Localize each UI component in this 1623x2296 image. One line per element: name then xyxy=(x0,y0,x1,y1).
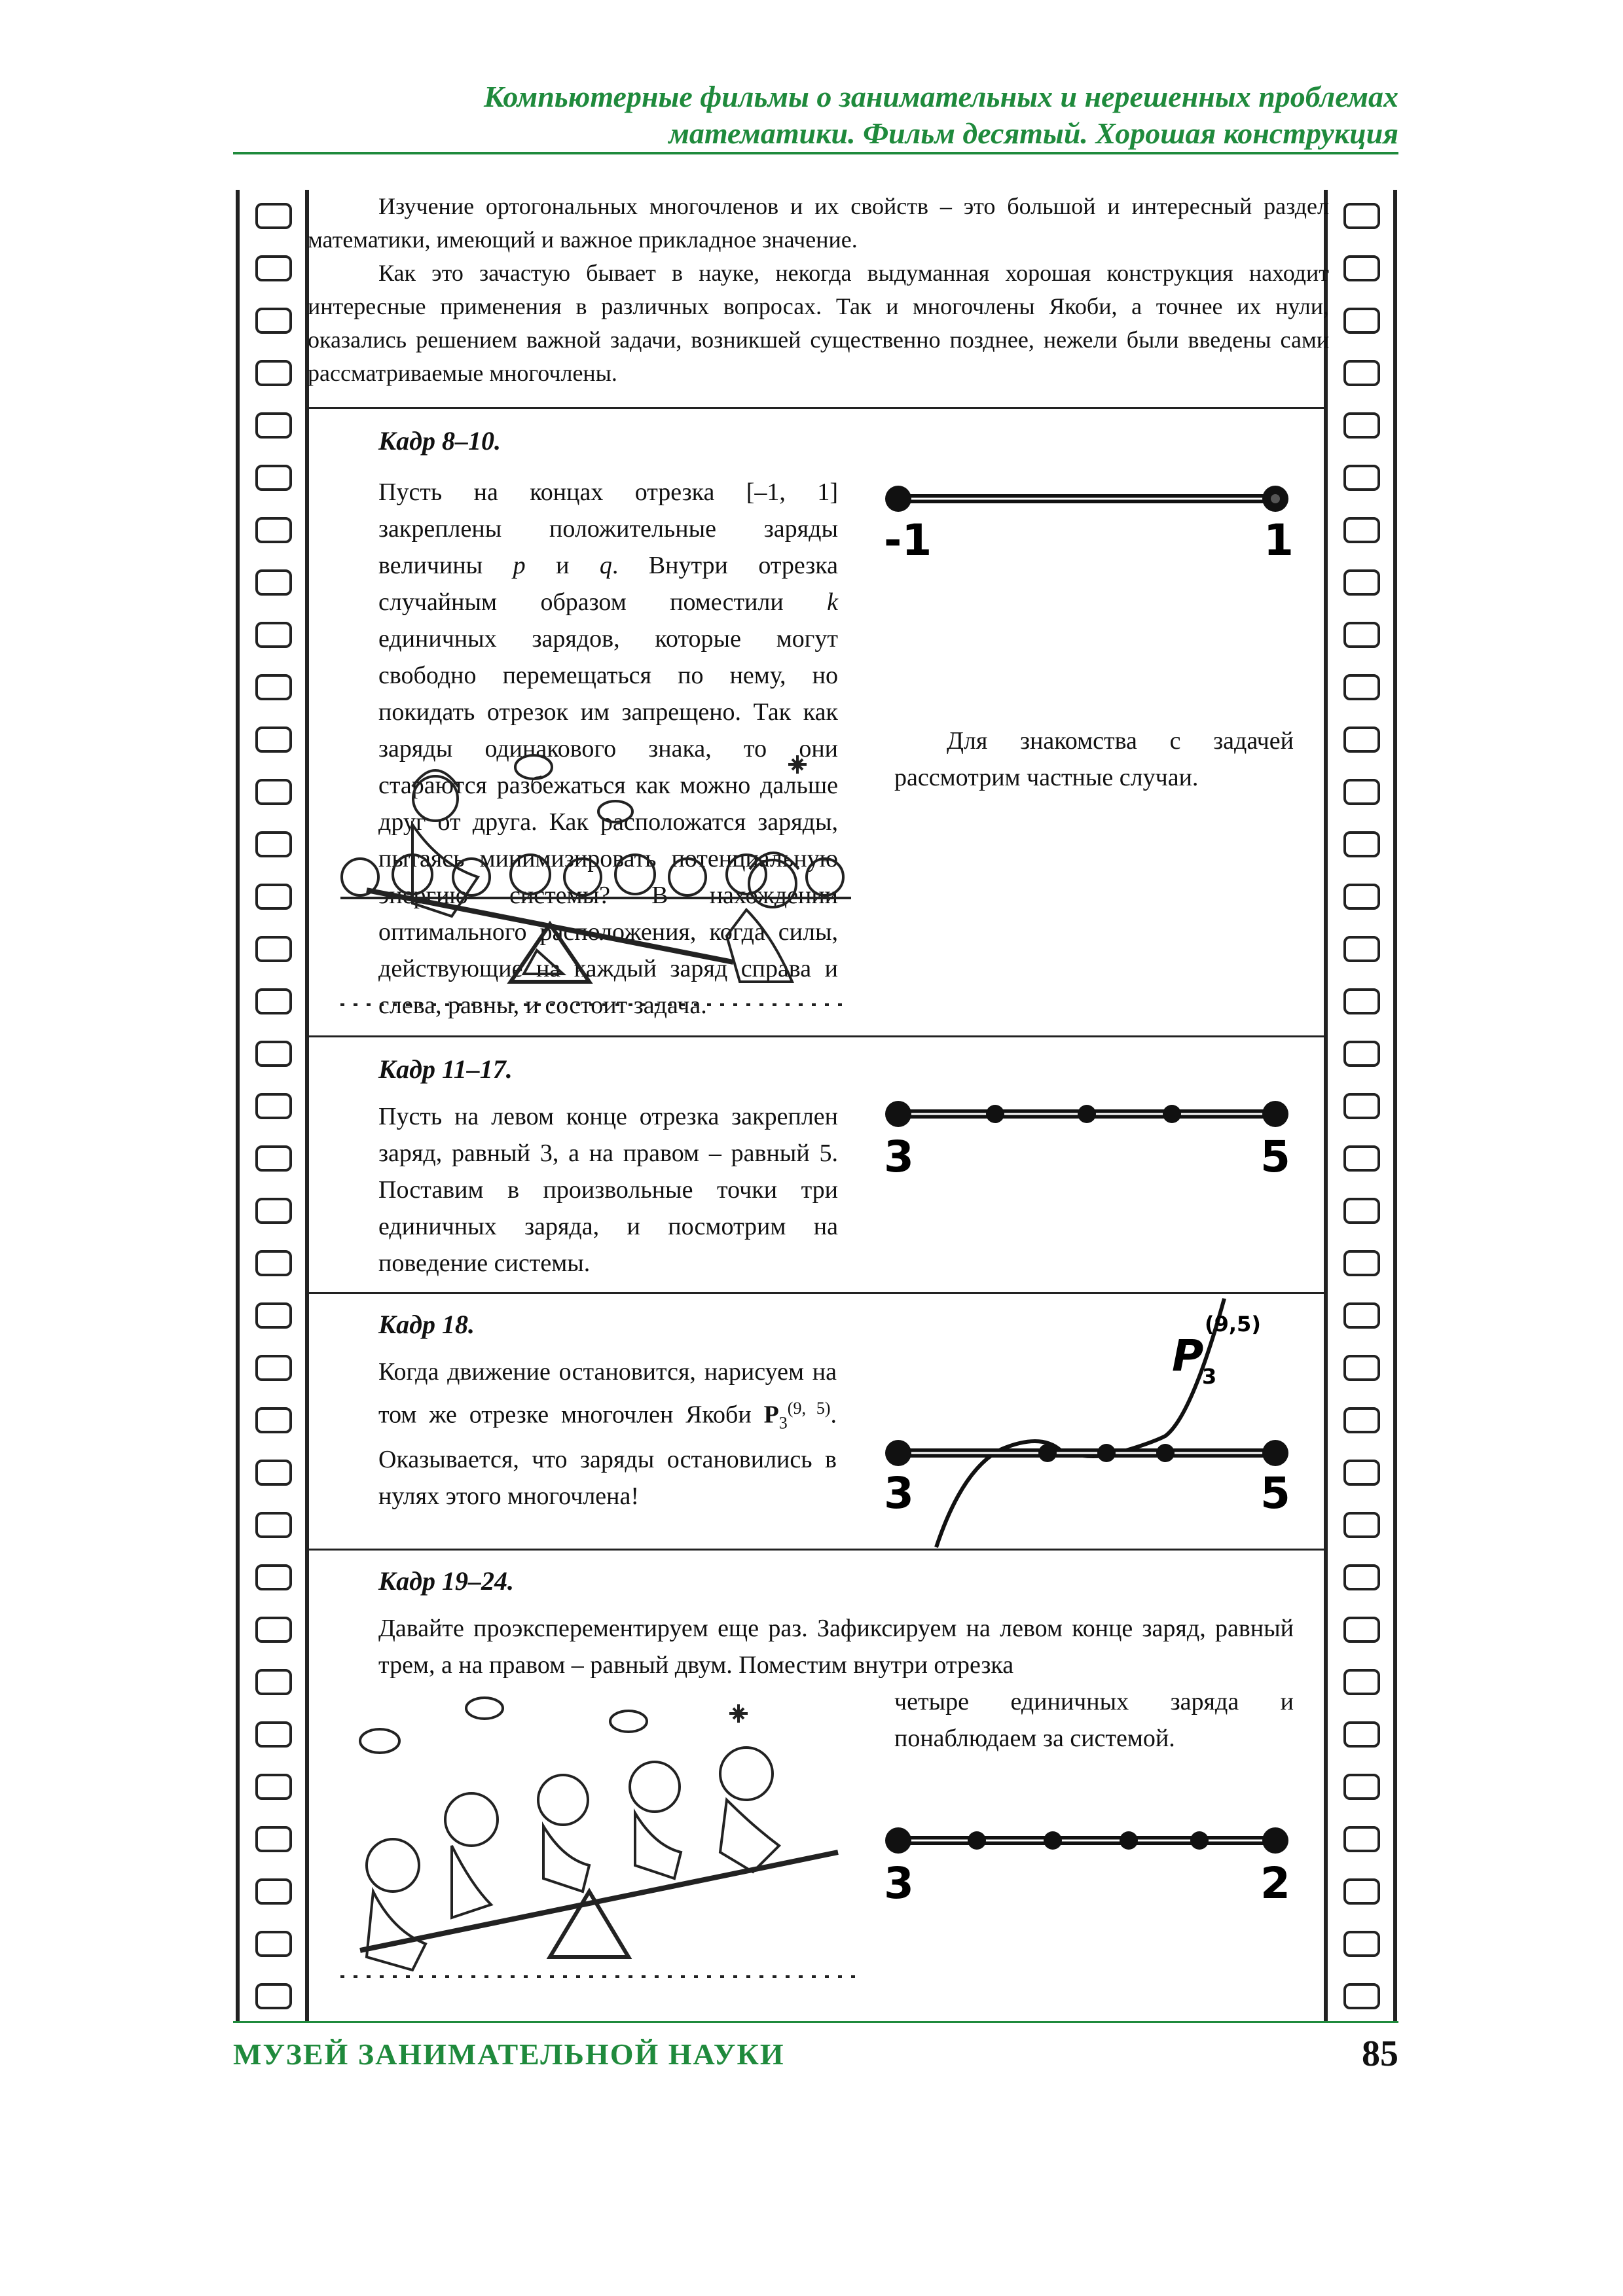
film-sprocket-hole xyxy=(255,412,292,439)
unit-charge xyxy=(1163,1105,1181,1123)
label-right: 1 xyxy=(1264,515,1294,565)
film-sprocket-hole xyxy=(1343,1878,1380,1905)
unit-charge xyxy=(986,1105,1004,1123)
film-sprocket-hole xyxy=(1343,1145,1380,1172)
film-sprocket-hole xyxy=(1343,622,1380,648)
film-sprocket-hole xyxy=(255,726,292,753)
frame1-text-c: единичных зарядов, которые могут свободно перемещаться по нему, но покидать отрезок им запрещено. Так как заряды одинакового знака, то они стараются разбежаться как можно дальше друг от друга. Как расположатся заряды, пытаясь минимизировать потенциальную энергию системы? В нахождении оптимального расположения, когда силы, действующие на каждый заряд справа и слева, равны, и состоит задача. xyxy=(378,625,838,1019)
film-sprocket-hole xyxy=(255,674,292,700)
frame1-text-a: Пусть на концах отрезка [–1, 1] закреплены положительные заряды величины xyxy=(378,478,838,579)
film-sprocket-hole xyxy=(1343,1931,1380,1957)
unit-charge xyxy=(1097,1444,1116,1462)
segment-diagram-3-2-four-charges xyxy=(884,1813,1290,1918)
fixed-charge-right xyxy=(1262,1827,1288,1854)
film-sprocket-hole xyxy=(1343,1407,1380,1433)
fixed-charge-left xyxy=(885,486,911,512)
frame3-text xyxy=(378,1354,837,1515)
frame1-text-b: . Внутри отрезка случайным образом поместили xyxy=(378,552,838,616)
film-sprocket-hole xyxy=(1343,360,1380,386)
film-sprocket-hole xyxy=(1343,1826,1380,1852)
frame-title-11-17: Кадр 11–17. xyxy=(378,1054,513,1084)
label-left: 3 xyxy=(884,1858,914,1909)
poly-superscript: (9, 5) xyxy=(787,1399,831,1418)
graph-superscript: (9,5) xyxy=(1205,1312,1261,1336)
var-p: p xyxy=(513,552,526,579)
film-sprocket-hole xyxy=(255,255,292,281)
film-sprocket-hole xyxy=(1343,517,1380,543)
unit-charge xyxy=(1156,1444,1175,1462)
film-sprocket-hole xyxy=(255,1512,292,1538)
film-rail xyxy=(1324,190,1328,2022)
film-sprocket-hole xyxy=(255,988,292,1014)
label-left: 3 xyxy=(884,1468,914,1518)
fixed-charge-right xyxy=(1262,1101,1288,1127)
film-sprocket-hole xyxy=(1343,936,1380,962)
film-sprocket-hole xyxy=(1343,831,1380,857)
film-sprocket-hole xyxy=(255,1774,292,1800)
page-number: 85 xyxy=(1362,2034,1398,2074)
film-sprocket-hole xyxy=(1343,412,1380,439)
header-line-1: Компьютерные фильмы о занимательных и нерешенных проблемах xyxy=(483,80,1398,113)
film-sprocket-hole xyxy=(1343,1250,1380,1276)
label-right: 2 xyxy=(1260,1858,1290,1909)
film-sprocket-hole xyxy=(255,622,292,648)
film-sprocket-hole xyxy=(1343,1198,1380,1224)
film-sprocket-hole xyxy=(1343,569,1380,596)
label-right: 5 xyxy=(1260,1468,1290,1518)
frame-title-18: Кадр 18. xyxy=(378,1310,475,1339)
film-sprocket-hole xyxy=(1343,1721,1380,1748)
film-sprocket-hole xyxy=(255,1460,292,1486)
film-sprocket-hole xyxy=(255,517,292,543)
unit-charge xyxy=(968,1831,986,1850)
film-sprocket-hole xyxy=(255,1041,292,1067)
film-sprocket-hole xyxy=(1343,1512,1380,1538)
seesaw-cartoon-group xyxy=(340,1689,858,1993)
graph-subscript: 3 xyxy=(1202,1364,1217,1389)
film-sprocket-hole xyxy=(1343,674,1380,700)
conj-and: и xyxy=(525,552,600,579)
film-sprocket-hole xyxy=(1343,779,1380,805)
film-sprocket-hole xyxy=(1343,884,1380,910)
poly-subscript: 3 xyxy=(778,1413,788,1433)
label-left: -1 xyxy=(884,515,932,565)
film-sprocket-hole xyxy=(255,569,292,596)
film-sprocket-hole xyxy=(1343,308,1380,334)
film-sprocket-hole xyxy=(1343,988,1380,1014)
film-sprocket-hole xyxy=(255,779,292,805)
unit-charge xyxy=(1038,1444,1057,1462)
film-strip-left xyxy=(233,190,312,2022)
frame-title-19-24: Кадр 19–24. xyxy=(378,1566,514,1596)
film-sprocket-hole xyxy=(255,1669,292,1695)
intro-section xyxy=(308,190,1329,390)
film-sprocket-hole xyxy=(255,884,292,910)
frame4-text-b: четыре единичных заряда и понаблюдаем за системой. xyxy=(894,1688,1294,1752)
section-divider xyxy=(308,407,1326,409)
film-sprocket-hole xyxy=(255,1093,292,1119)
segment-diagram-minus1-1 xyxy=(884,471,1294,565)
film-sprocket-hole xyxy=(255,1983,292,2009)
label-left: 3 xyxy=(884,1132,914,1182)
film-rail xyxy=(1393,190,1397,2022)
film-sprocket-hole xyxy=(1343,255,1380,281)
film-sprocket-hole xyxy=(1343,203,1380,229)
jacobi-polynomial-symbol: P xyxy=(763,1401,779,1429)
film-sprocket-hole xyxy=(1343,1302,1380,1329)
intro-paragraph-1: Изучение ортогональных многочленов и их свойств – это большой и интересный раздел математики, имеющий и важное прикладное значение. xyxy=(308,193,1329,253)
film-sprocket-hole xyxy=(1343,1774,1380,1800)
footer-rule xyxy=(233,2021,1398,2023)
film-sprocket-hole xyxy=(255,1826,292,1852)
film-strip-right xyxy=(1321,190,1400,2022)
unit-charge xyxy=(1044,1831,1062,1850)
film-sprocket-hole xyxy=(255,1564,292,1590)
film-sprocket-hole xyxy=(255,1198,292,1224)
film-sprocket-hole xyxy=(255,360,292,386)
film-sprocket-hole xyxy=(1343,1564,1380,1590)
film-sprocket-hole xyxy=(255,308,292,334)
film-sprocket-hole xyxy=(1343,1617,1380,1643)
fixed-charge-left xyxy=(885,1827,911,1854)
film-sprocket-hole xyxy=(255,1931,292,1957)
unit-charge xyxy=(1190,1831,1209,1850)
film-sprocket-hole xyxy=(255,1407,292,1433)
film-sprocket-hole xyxy=(255,1250,292,1276)
frame1-text-d: Для знакомства с задачей рассмотрим частные случаи. xyxy=(894,727,1294,791)
film-sprocket-hole xyxy=(1343,1041,1380,1067)
film-sprocket-hole xyxy=(1343,726,1380,753)
segment-diagram-3-5-three-charges xyxy=(884,1086,1290,1191)
section-divider xyxy=(308,1549,1326,1551)
unit-charge xyxy=(1078,1105,1096,1123)
film-rail xyxy=(236,190,240,2022)
header-line-2: математики. Фильм десятый. Хорошая конструкция xyxy=(668,117,1398,150)
film-sprocket-hole xyxy=(1343,1460,1380,1486)
frame-title-8-10: Кадр 8–10. xyxy=(378,426,501,456)
var-q: q xyxy=(599,552,612,579)
label-right: 5 xyxy=(1260,1132,1290,1182)
section-divider xyxy=(308,1035,1326,1037)
film-sprocket-hole xyxy=(255,1355,292,1381)
film-sprocket-hole xyxy=(255,831,292,857)
film-sprocket-hole xyxy=(1343,465,1380,491)
graph-polynomial-label: P xyxy=(1172,1331,1204,1381)
fixed-charge-right xyxy=(1262,1440,1288,1466)
film-sprocket-hole xyxy=(1343,1355,1380,1381)
film-sprocket-hole xyxy=(255,203,292,229)
unit-charge xyxy=(1120,1831,1138,1850)
frame1-text-wrap xyxy=(894,723,1294,796)
film-sprocket-hole xyxy=(1343,1093,1380,1119)
film-sprocket-hole xyxy=(255,1617,292,1643)
film-sprocket-hole xyxy=(255,1302,292,1329)
fixed-charge-left xyxy=(885,1440,911,1466)
film-sprocket-hole xyxy=(255,1878,292,1905)
frame3-text-a: Когда движение остановится, нарисуем на том же отрезке многочлен Якоби xyxy=(378,1358,837,1429)
header-rule xyxy=(233,152,1398,154)
film-rail xyxy=(305,190,309,2022)
fixed-charge-left xyxy=(885,1101,911,1127)
seesaw-cartoon-two-kids xyxy=(340,746,851,1024)
footer-museum-name: МУЗЕЙ ЗАНИМАТЕЛЬНОЙ НАУКИ xyxy=(233,2037,785,2071)
running-header xyxy=(233,79,1398,152)
var-k: k xyxy=(827,588,838,616)
frame3-text-b: . Оказывается, что заряды остановились в нулях этого многочлена! xyxy=(378,1401,837,1511)
jacobi-polynomial-diagram xyxy=(884,1299,1290,1547)
intro-paragraph-2: Как это зачастую бывает в науке, некогда выдуманная хорошая конструкция находит интересные применения в различных вопросах. Так и многочлены Якоби, а точнее их нули, оказались решением важной задачи, возникшей существенно позднее, нежели были введены сами рассматриваемые многочлены. xyxy=(308,260,1329,386)
film-sprocket-hole xyxy=(1343,1983,1380,2009)
section-divider xyxy=(308,1292,1326,1294)
film-sprocket-hole xyxy=(255,465,292,491)
frame4-text-a: Давайте проэксперементируем еще раз. Зафиксируем на левом конце заряд, равный трем, а на правом – равный двум. Поместим внутри отрезка xyxy=(378,1615,1294,1679)
frame2-text: Пусть на левом конце отрезка закреплен заряд, равный 3, а на правом – равный 5. Поставим в произвольные точки три единичных заряда, и посмотрим на поведение системы. xyxy=(378,1103,838,1277)
film-sprocket-hole xyxy=(255,936,292,962)
film-sprocket-hole xyxy=(255,1145,292,1172)
film-sprocket-hole xyxy=(255,1721,292,1748)
film-sprocket-hole xyxy=(1343,1669,1380,1695)
